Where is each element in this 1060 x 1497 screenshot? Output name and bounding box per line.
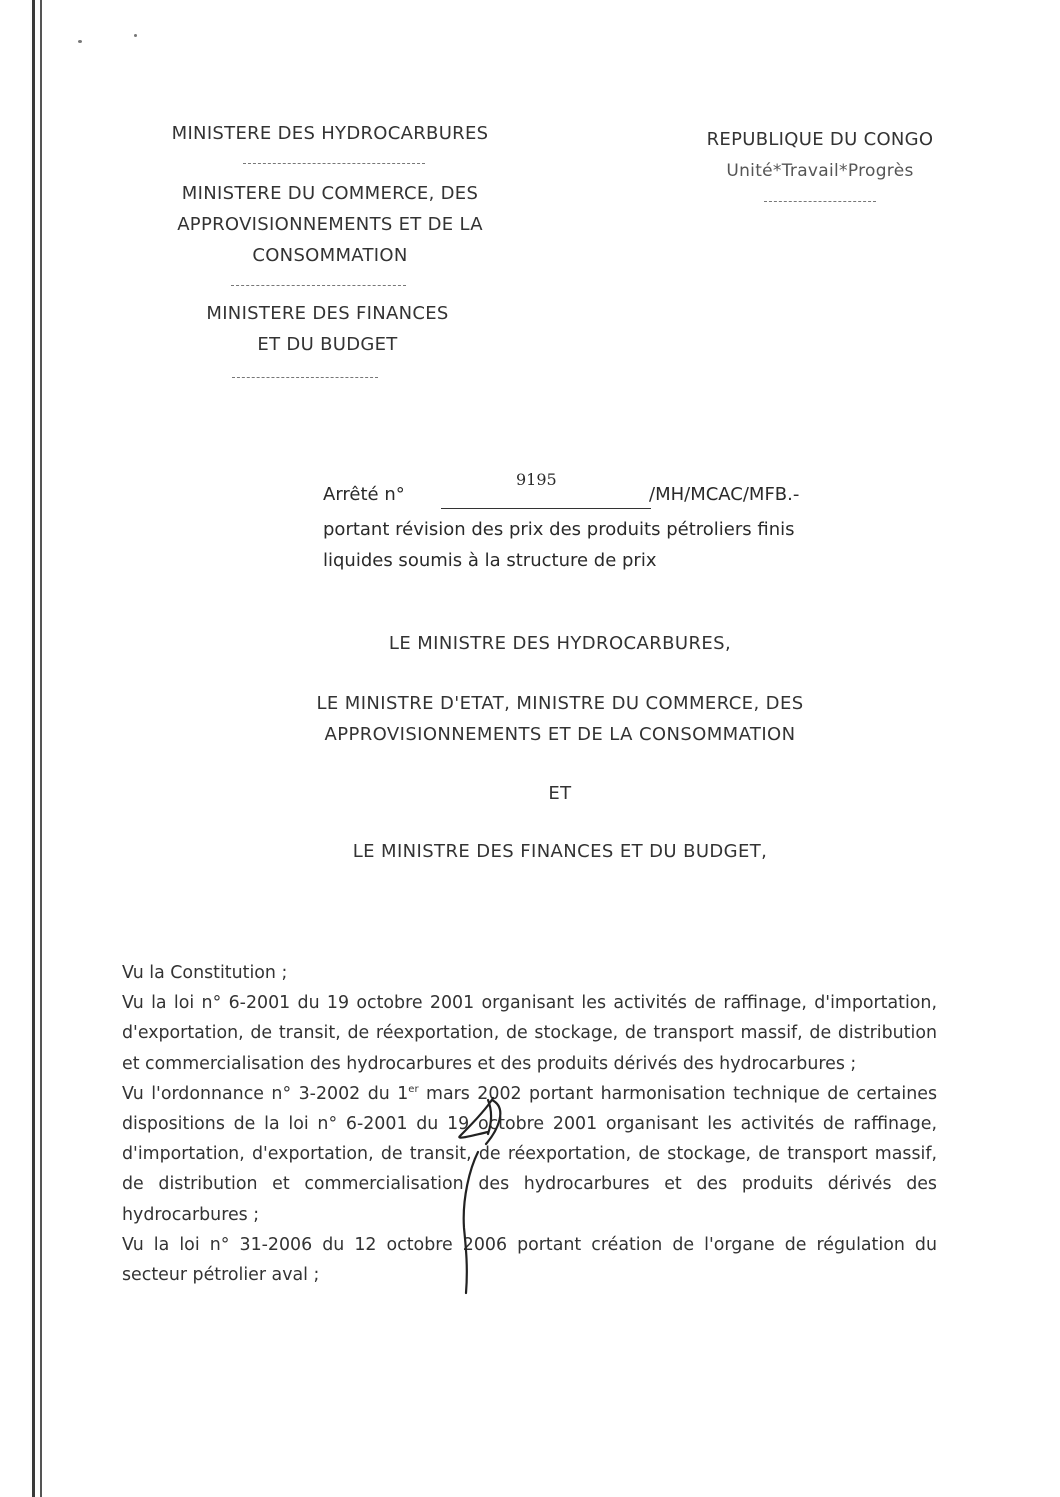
separator — [764, 201, 876, 202]
ministry-line: CONSOMMATION — [252, 245, 408, 266]
separator — [232, 377, 378, 378]
visa-ordinance-3-2002 — [122, 1079, 937, 1230]
scan-edge-line — [40, 0, 42, 1497]
decree-number-blank — [441, 486, 651, 509]
decree-subject — [323, 514, 893, 576]
republic-name: REPUBLIQUE DU CONGO — [706, 129, 934, 150]
decree-number: 9195 — [516, 470, 557, 489]
visa-text: mars 2002 portant harmonisation technique de certaines dispositions de la loi n° 6-2001 du 19 octobre 2001 organisant les activités de raffinage, d'importation, d'exportation, de transit, de réexportation, de stockage, de transport massif, de distribution et commercialisation des hydrocarbures et des produits dérivés des hydrocarbures ; — [122, 1083, 937, 1225]
ministry-line: ET DU BUDGET — [257, 334, 398, 355]
ministry-line: APPROVISIONNEMENTS ET DE LA — [177, 214, 483, 235]
separator — [243, 163, 425, 164]
visa-superscript: er — [408, 1084, 419, 1096]
conjunction: ET — [548, 783, 572, 804]
scan-edge-line — [32, 0, 35, 1497]
ministry-line: MINISTERE DES HYDROCARBURES — [171, 123, 489, 144]
ministry-commerce — [110, 178, 550, 271]
ministry-finances — [145, 298, 510, 360]
visa-text: Vu l'ordonnance n° 3-2002 du 1 — [122, 1083, 409, 1104]
decree-subject-line: portant révision des prix des produits pétroliers finis — [323, 519, 795, 540]
decree-subject-line: liquides soumis à la structure de prix — [323, 550, 657, 571]
signatory-finances: LE MINISTRE DES FINANCES ET DU BUDGET, — [352, 841, 768, 862]
visa-law-6-2001: Vu la loi n° 6-2001 du 19 octobre 2001 organisant les activités de raffinage, d'importation, d'exportation, de transit, de réexportation, de stockage, de transport massif, de distribution et commercialisation des hydrocarbures et des produits dérivés des hydrocarbures ; — [122, 993, 937, 1074]
separator — [231, 285, 406, 286]
national-motto: Unité*Travail*Progrès — [726, 161, 914, 181]
signatory-line: LE MINISTRE D'ETAT, MINISTRE DU COMMERCE, DES — [316, 693, 804, 714]
visa-law-31-2006: Vu la loi n° 31-2006 du 12 octobre 2006 portant création de l'organe de régulation du secteur pétrolier aval ; — [122, 1234, 937, 1286]
decree-prefix: Arrêté n° — [323, 484, 405, 505]
signatory-line: APPROVISIONNEMENTS ET DE LA CONSOMMATION — [324, 724, 796, 745]
ministry-line: MINISTERE DES FINANCES — [206, 303, 449, 324]
scan-speck — [78, 40, 82, 43]
signatory-commerce — [60, 688, 1060, 750]
ministry-hydrocarbons — [120, 118, 540, 149]
decree-suffix: /MH/MCAC/MFB.- — [649, 484, 800, 505]
handwritten-initials-signature — [448, 1088, 528, 1408]
scan-speck — [134, 34, 137, 37]
visa-constitution: Vu la Constitution ; — [122, 963, 288, 983]
visas — [122, 958, 937, 1290]
ministry-line: MINISTERE DU COMMERCE, DES — [181, 183, 479, 204]
signatory-hydrocarbons: LE MINISTRE DES HYDROCARBURES, — [388, 633, 732, 654]
decree-reference — [323, 470, 883, 508]
